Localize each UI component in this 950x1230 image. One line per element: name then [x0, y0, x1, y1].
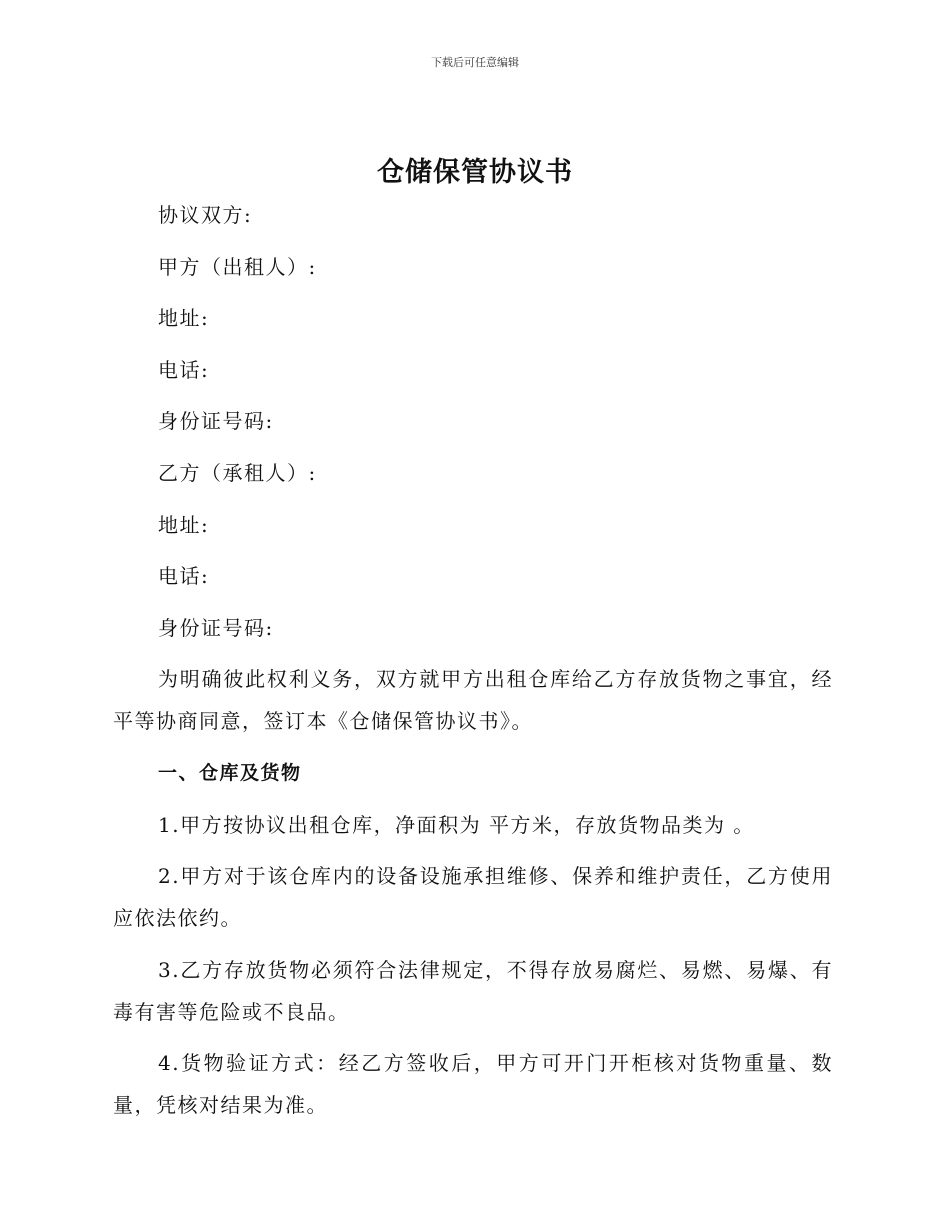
document-title: 仓储保管协议书 — [377, 157, 573, 188]
header-note: 下载后可任意编辑 — [431, 56, 519, 69]
party-b-id-label: 身份证号码: — [158, 615, 274, 640]
party-a-phone-label: 电话: — [158, 357, 210, 382]
section-heading: 一、仓库及货物 — [158, 761, 302, 784]
clause-paragraph: 1.甲方按协议出租仓库，净面积为 平方米，存放货物品类为 。 — [158, 812, 755, 837]
party-b-label: 乙方（承租人）: — [158, 460, 317, 485]
party-a-id-label: 身份证号码: — [158, 409, 274, 434]
parties-intro: 协议双方: — [158, 203, 253, 227]
party-b-phone-label: 电话: — [158, 564, 210, 589]
clause-paragraph: 2.甲方对于该仓库内的设备设施承担维修、保养和维护责任，乙方使用应依法依约。 — [113, 864, 833, 931]
party-a-address-label: 地址: — [158, 306, 210, 331]
party-a-label: 甲方（出租人）: — [158, 254, 317, 279]
document-body — [113, 194, 833, 1136]
preamble-paragraph: 为明确彼此权利义务，双方就甲方出租仓库给乙方存放货物之事宜，经平等协商同意，签订本《仓储保管协议书》。 — [113, 667, 833, 734]
clause-paragraph: 4.货物验证方式：经乙方签收后，甲方可开门开柜核对货物重量、数量，凭核对结果为准。 — [113, 1051, 833, 1118]
party-b-address-label: 地址: — [158, 512, 210, 537]
clause-paragraph: 3.乙方存放货物必须符合法律规定，不得存放易腐烂、易燃、易爆、有毒有害等危险或不良品。 — [113, 957, 833, 1024]
